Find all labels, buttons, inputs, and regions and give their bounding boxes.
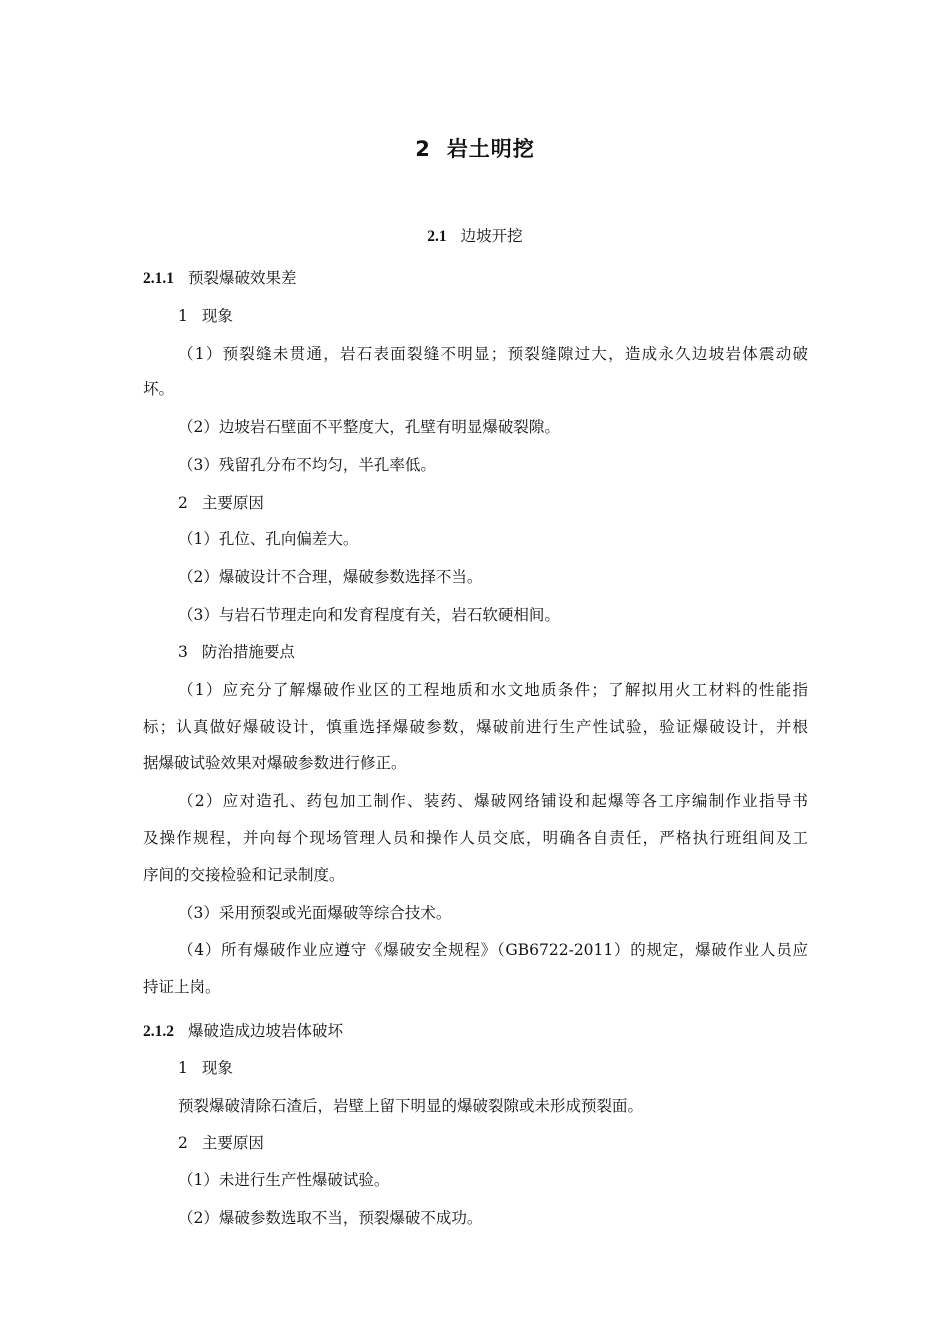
paragraph-line: （2）爆破设计不合理，爆破参数选择不当。 — [178, 568, 483, 586]
heading-causes — [178, 1133, 843, 1153]
subsection-title: 爆破造成边坡岩体破坏 — [188, 1022, 344, 1040]
section-title — [0, 224, 950, 246]
heading-number: 3 — [178, 643, 188, 661]
paragraph-line: 坏。 — [143, 380, 175, 398]
paragraph-line: （2）边坡岩石壁面不平整度大，孔壁有明显爆破裂隙。 — [178, 418, 560, 436]
paragraph-line: 持证上岗。 — [143, 978, 221, 996]
subsection-title: 预裂爆破效果差 — [188, 269, 297, 287]
heading-text: 现象 — [201, 1059, 233, 1077]
paragraph-line: 预裂爆破清除石渣后，岩壁上留下明显的爆破裂隙或未形成预裂面。 — [178, 1097, 644, 1115]
paragraph-line: （1）应充分了解爆破作业区的工程地质和水文地质条件；了解拟用火工材料的性能指 — [178, 681, 808, 699]
heading-causes — [178, 493, 843, 513]
subsection-heading-2-1-1 — [143, 268, 808, 289]
heading-number: 2 — [178, 1134, 188, 1152]
heading-number: 1 — [178, 1059, 188, 1077]
heading-text: 主要原因 — [201, 494, 264, 512]
heading-number: 1 — [178, 307, 188, 325]
section-number: 2.1 — [427, 228, 447, 245]
section-title-text: 边坡开挖 — [460, 227, 523, 245]
paragraph-line: （1）预裂缝未贯通，岩石表面裂缝不明显；预裂缝隙过大，造成永久边坡岩体震动破 — [178, 345, 808, 363]
heading-text: 现象 — [201, 307, 233, 325]
chapter-number: 2 — [415, 137, 431, 161]
heading-measures — [178, 642, 843, 662]
subsection-heading-2-1-2 — [143, 1021, 808, 1042]
paragraph-line: （3）与岩石节理走向和发育程度有关，岩石软硬相间。 — [178, 606, 560, 624]
heading-number: 2 — [178, 494, 188, 512]
heading-phenomenon — [178, 306, 843, 326]
chapter-title — [0, 133, 950, 163]
paragraph-line: （3）采用预裂或光面爆破等综合技术。 — [178, 904, 452, 922]
paragraph-line: （1）孔位、孔向偏差大。 — [178, 530, 359, 548]
heading-phenomenon — [178, 1058, 843, 1078]
paragraph-line: 标；认真做好爆破设计，慎重选择爆破参数，爆破前进行生产性试验，验证爆破设计，并根 — [143, 718, 808, 736]
paragraph-line: （2）应对造孔、药包加工制作、装药、爆破网络铺设和起爆等各工序编制作业指导书 — [178, 792, 808, 810]
paragraph-line: （2）爆破参数选取不当，预裂爆破不成功。 — [178, 1209, 483, 1227]
subsection-number: 2.1.2 — [143, 1023, 174, 1040]
paragraph-line: 序间的交接检验和记录制度。 — [143, 866, 345, 884]
heading-text: 防治措施要点 — [201, 643, 295, 661]
paragraph-line: （4）所有爆破作业应遵守《爆破安全规程》（GB6722-2011）的规定，爆破作业人员应 — [178, 941, 808, 959]
paragraph-line: （3）残留孔分布不均匀，半孔率低。 — [178, 456, 436, 474]
chapter-title-text: 岩土明挖 — [446, 137, 535, 161]
heading-text: 主要原因 — [201, 1134, 264, 1152]
subsection-number: 2.1.1 — [143, 270, 174, 287]
paragraph-line: 及操作规程，并向每个现场管理人员和操作人员交底，明确各自责任，严格执行班组间及工 — [143, 829, 808, 847]
paragraph-line: 据爆破试验效果对爆破参数进行修正。 — [143, 754, 407, 772]
paragraph-line: （1）未进行生产性爆破试验。 — [178, 1171, 390, 1189]
